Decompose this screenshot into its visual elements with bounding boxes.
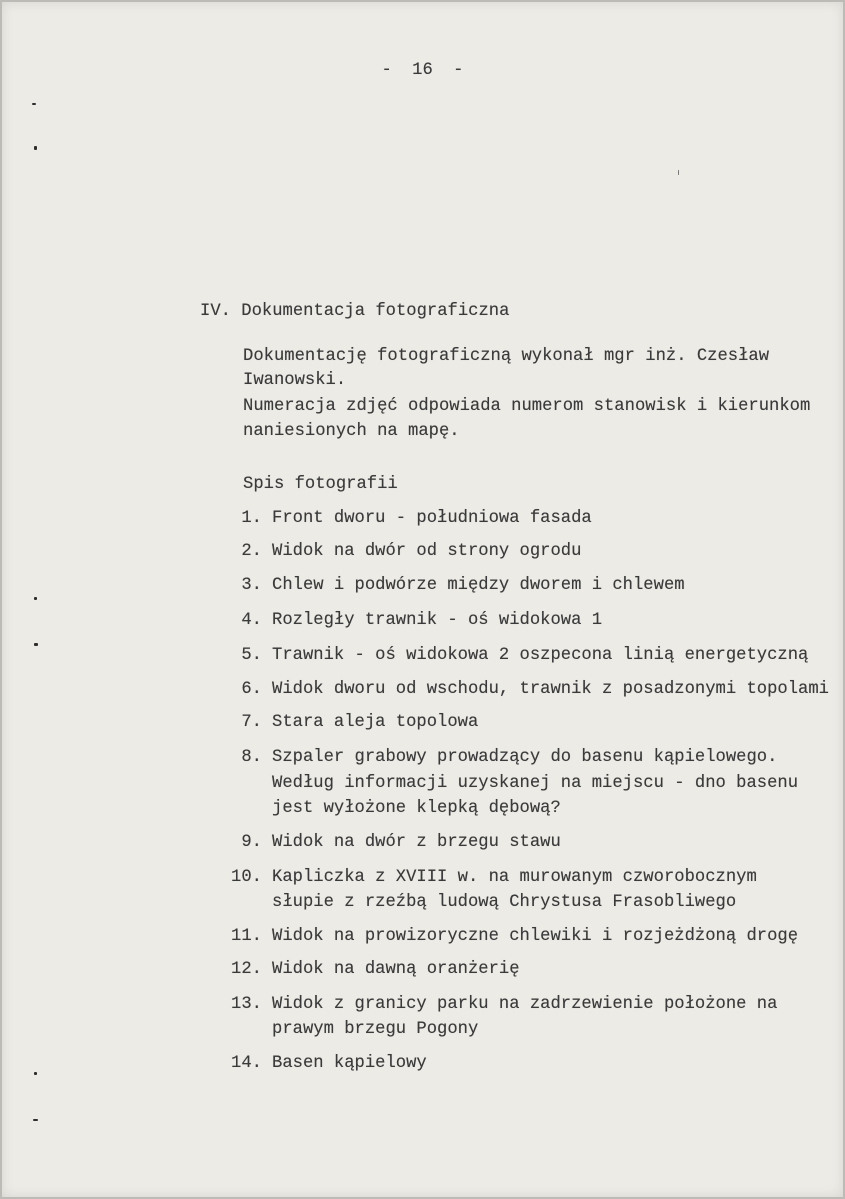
item-text-continued: słupie z rzeźbą ludową Chrystusa Frasobliwego bbox=[272, 893, 737, 912]
item-number: 7. bbox=[241, 713, 262, 732]
item-text: Trawnik - oś widokowa 2 oszpecona linią energetyczną bbox=[272, 646, 809, 665]
item-text: Widok na dwór z brzegu stawu bbox=[272, 833, 561, 852]
item-number: 11. bbox=[231, 927, 262, 946]
item-number: 10. bbox=[231, 868, 262, 887]
margin-speck bbox=[34, 643, 38, 646]
intro-line: Dokumentację fotograficzną wykonał mgr inż. Czesław bbox=[243, 347, 770, 366]
item-text: Widok dworu od wschodu, trawnik z posadzonymi topolami bbox=[272, 680, 829, 699]
intro-line: Iwanowski. bbox=[243, 371, 347, 390]
margin-speck bbox=[34, 1072, 37, 1075]
item-text: Widok na dwór od strony ogrodu bbox=[272, 542, 582, 561]
item-number: 4. bbox=[241, 611, 262, 630]
item-number: 13. bbox=[231, 995, 262, 1014]
item-text: Szpaler grabowy prowadzący do basenu kąpielowego. bbox=[272, 748, 778, 767]
item-text: Widok z granicy parku na zadrzewienie położone na bbox=[272, 995, 778, 1014]
margin-speck bbox=[34, 597, 37, 600]
section-heading: IV. Dokumentacja fotograficzna bbox=[200, 302, 510, 321]
item-number: 14. bbox=[231, 1054, 262, 1073]
item-text: Chlew i podwórze między dworem i chlewem bbox=[272, 576, 685, 595]
item-number: 12. bbox=[231, 960, 262, 979]
item-number: 3. bbox=[241, 576, 262, 595]
item-number: 6. bbox=[241, 680, 262, 699]
item-text: Basen kąpielowy bbox=[272, 1054, 427, 1073]
item-text-continued: jest wyłożone klepką dębową? bbox=[272, 799, 561, 818]
item-text: Widok na prowizoryczne chlewiki i rozjeżdżoną drogę bbox=[272, 927, 799, 946]
item-text: Stara aleja topolowa bbox=[272, 713, 479, 732]
item-text-continued: prawym brzegu Pogony bbox=[272, 1020, 479, 1039]
item-text: Front dworu - południowa fasada bbox=[272, 509, 592, 528]
item-number: 9. bbox=[241, 833, 262, 852]
intro-line: Numeracja zdjęć odpowiada numerom stanowisk i kierunkom bbox=[243, 397, 811, 416]
item-text: Widok na dawną oranżerię bbox=[272, 960, 520, 979]
intro-line: naniesionych na mapę. bbox=[243, 422, 460, 441]
item-text: Rozległy trawnik - oś widokowa 1 bbox=[272, 611, 603, 630]
item-number: 5. bbox=[241, 646, 262, 665]
margin-speck bbox=[33, 1119, 38, 1121]
page-number: - 16 - bbox=[381, 61, 464, 80]
list-title: Spis fotografii bbox=[243, 475, 398, 494]
item-number: 8. bbox=[241, 748, 262, 767]
item-number: 1. bbox=[241, 509, 262, 528]
margin-speck bbox=[34, 146, 37, 150]
item-text: Kapliczka z XVIII w. na murowanym czworobocznym bbox=[272, 868, 757, 887]
page-speck bbox=[678, 170, 679, 175]
margin-speck bbox=[32, 103, 36, 105]
item-number: 2. bbox=[241, 542, 262, 561]
item-text-continued: Według informacji uzyskanej na miejscu - dno basenu bbox=[272, 774, 799, 793]
